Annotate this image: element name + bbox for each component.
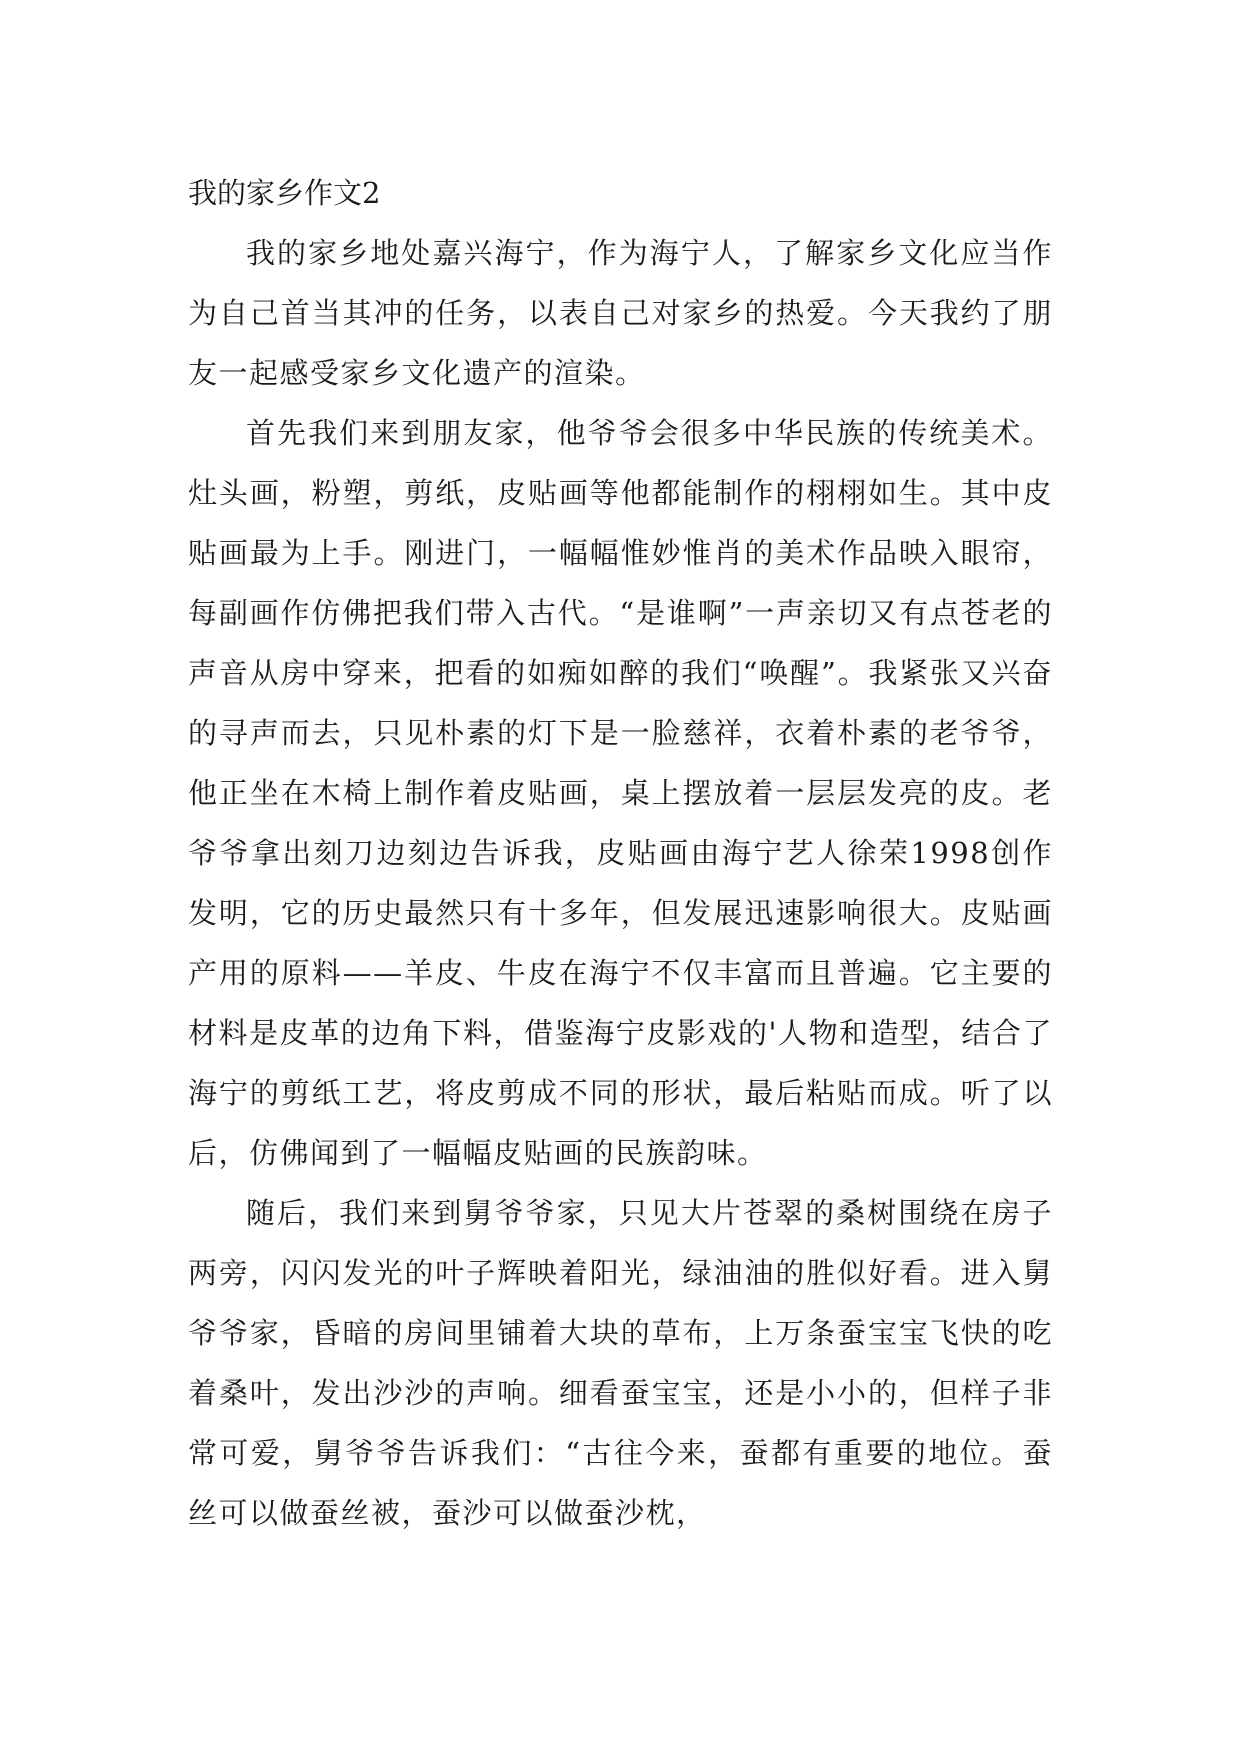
paragraph-2: 首先我们来到朋友家，他爷爷会很多中华民族的传统美术。灶头画，粉塑，剪纸，皮贴画等他都能制作的栩栩如生。其中皮贴画最为上手。刚进门，一幅幅惟妙惟肖的美术作品映入眼帘，每副画作仿佛把我们带入古代。“是谁啊”一声亲切又有点苍老的声音从房中穿来，把看的如痴如醉的我们“唤醒”。我紧张又兴奋的寻声而去，只见朴素的灯下是一脸慈祥，衣着朴素的老爷爷，他正坐在木椅上制作着皮贴画，桌上摆放着一层层发亮的皮。老爷爷拿出刻刀边刻边告诉我，皮贴画由海宁艺人徐荣1998创作发明，它的历史最然只有十多年，但发展迅速影响很大。皮贴画产用的原料——羊皮、牛皮在海宁不仅丰富而且普遍。它主要的材料是皮革的边角下料，借鉴海宁皮影戏的'人物和造型，结合了海宁的剪纸工艺，将皮剪成不同的形状，最后粘贴而成。听了以后，仿佛闻到了一幅幅皮贴画的民族韵味。	[188, 416, 1053, 1170]
document-title: 我的家乡作文2	[188, 176, 381, 210]
paragraph-1: 我的家乡地处嘉兴海宁，作为海宁人，了解家乡文化应当作为自己首当其冲的任务，以表自己对家乡的热爱。今天我约了朋友一起感受家乡文化遗产的渲染。	[188, 236, 1053, 390]
document-body	[188, 163, 1053, 1543]
paragraph-3: 随后，我们来到舅爷爷家，只见大片苍翠的桑树围绕在房子两旁，闪闪发光的叶子辉映着阳光，绿油油的胜似好看。进入舅爷爷家，昏暗的房间里铺着大块的草布，上万条蚕宝宝飞快的吃着桑叶，发出沙沙的声响。细看蚕宝宝，还是小小的，但样子非常可爱，舅爷爷告诉我们：“古往今来，蚕都有重要的地位。蚕丝可以做蚕丝被，蚕沙可以做蚕沙枕，	[188, 1196, 1053, 1530]
